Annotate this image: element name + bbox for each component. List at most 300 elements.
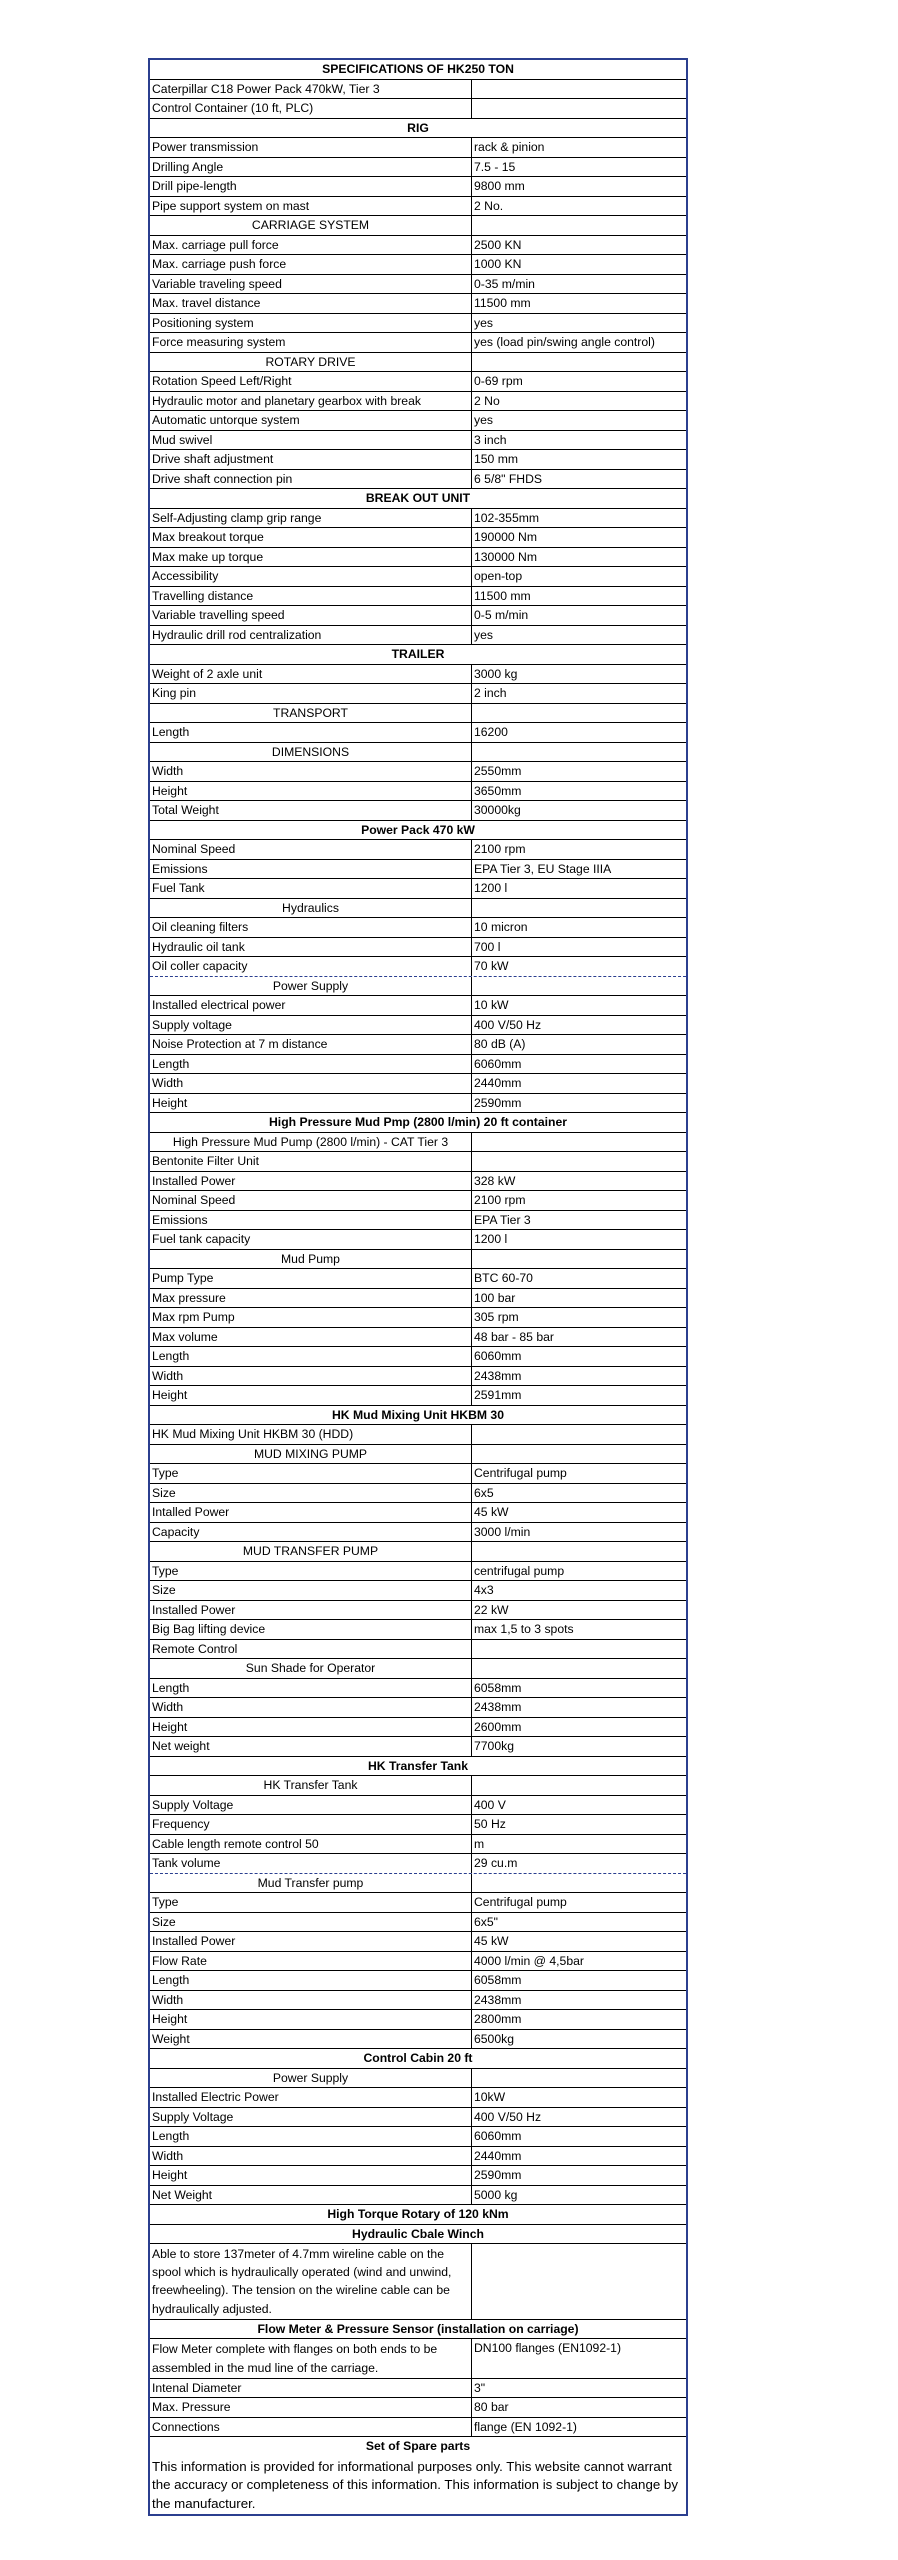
spec-label: Installed Power — [150, 1601, 472, 1620]
spec-row — [150, 1718, 686, 1738]
spec-label: Max volume — [150, 1328, 472, 1347]
spec-value: 102-355mm — [474, 510, 540, 525]
spec-row — [150, 1815, 686, 1835]
spec-label: Variable traveling speed — [150, 275, 472, 294]
spec-row — [150, 255, 686, 275]
spec-row — [150, 1854, 686, 1874]
spec-value: 6060mm — [474, 1056, 522, 1071]
subsection-row — [150, 1445, 686, 1465]
subsection-label: Power Supply — [150, 2069, 472, 2088]
subsection-label: MUD TRANSFER PUMP — [150, 1542, 472, 1561]
spec-value — [472, 1152, 686, 1171]
spec-row — [150, 1620, 686, 1640]
spec-value: 400 V/50 Hz — [474, 2109, 542, 2124]
spec-value: 0-69 rpm — [474, 374, 523, 388]
spec-row — [150, 1230, 686, 1250]
spec-label: Accessibility — [150, 567, 472, 586]
spec-row — [150, 1679, 686, 1699]
spec-row — [150, 626, 686, 646]
spec-value: 328 kW — [474, 1173, 516, 1188]
spec-row — [150, 548, 686, 568]
spec-value: 2590mm — [474, 1095, 522, 1110]
spec-row — [150, 1211, 686, 1231]
spec-label: Length — [150, 1679, 472, 1698]
spec-row — [150, 2186, 686, 2206]
spec-row — [150, 2166, 686, 2186]
spec-row — [150, 2127, 686, 2147]
spec-label: Height — [150, 1386, 472, 1405]
spec-label: Installed electrical power — [150, 996, 472, 1015]
spec-label: Flow Rate — [150, 1952, 472, 1971]
spec-row — [150, 1035, 686, 1055]
spec-row — [150, 918, 686, 938]
spec-row — [150, 1152, 686, 1172]
spec-value: 3000 kg — [474, 666, 518, 681]
spec-value: 400 V/50 Hz — [474, 1017, 542, 1032]
spec-label: Force measuring system — [150, 333, 472, 352]
spec-label: Supply Voltage — [150, 2108, 472, 2127]
spec-value: 2438mm — [474, 1992, 522, 2007]
spec-row — [150, 1386, 686, 1406]
spec-value: 0-5 m/min — [474, 608, 529, 622]
spec-value: 2591mm — [474, 1388, 522, 1402]
spec-row — [150, 2088, 686, 2108]
spec-row — [150, 587, 686, 607]
section-header-label: High Pressure Mud Pmp (2800 l/min) 20 ft container — [269, 1115, 567, 1129]
spec-label: Oil coller capacity — [150, 957, 472, 976]
spec-value: 2600mm — [474, 1719, 522, 1734]
section-header-label: HK Mud Mixing Unit HKBM 30 — [332, 1407, 504, 1422]
spec-value: 10 micron — [474, 920, 528, 934]
spec-label: Size — [150, 1581, 472, 1600]
spec-value: 6060mm — [474, 2129, 522, 2143]
spec-value: 700 l — [474, 939, 501, 954]
spec-value: 3000 l/min — [474, 1524, 531, 1539]
spec-row — [150, 99, 686, 119]
spec-value: yes (load pin/swing angle control) — [474, 335, 655, 349]
spec-label: Drilling Angle — [150, 158, 472, 177]
spec-value: 6x5 — [474, 1485, 494, 1500]
spec-value: rack & pinion — [474, 140, 545, 154]
subsection-label: Hydraulics — [150, 899, 472, 918]
spec-value: 2550mm — [474, 764, 522, 778]
spec-value: centrifugal pump — [474, 1563, 565, 1578]
spec-row — [150, 1328, 686, 1348]
spec-label: Width — [150, 1367, 472, 1386]
spec-label: Type — [150, 1562, 472, 1581]
spec-row — [150, 431, 686, 451]
spec-value: 29 cu.m — [474, 1856, 518, 1870]
spec-value — [472, 1250, 686, 1269]
spec-value — [472, 1133, 686, 1152]
spec-value: 7700kg — [474, 1739, 514, 1753]
subsection-label: Sun Shade for Operator — [150, 1659, 472, 1678]
spec-rows — [150, 80, 686, 2457]
spec-row — [150, 1698, 686, 1718]
spec-row — [150, 177, 686, 197]
spec-row — [150, 938, 686, 958]
spec-row — [150, 1796, 686, 1816]
spec-value: 3 inch — [474, 432, 507, 447]
spec-value — [472, 704, 686, 723]
spec-label: Drive shaft adjustment — [150, 450, 472, 469]
spec-value: 2438mm — [474, 1700, 522, 1714]
spec-row — [150, 1367, 686, 1387]
spec-value: 130000 Nm — [474, 549, 538, 564]
spec-row — [150, 275, 686, 295]
spec-row — [150, 1464, 686, 1484]
spec-label: Cable length remote control 50 — [150, 1835, 472, 1854]
spec-label: Length — [150, 1971, 472, 1990]
spec-row — [150, 80, 686, 100]
subsection-row — [150, 216, 686, 236]
spec-value: flange (EN 1092-1) — [474, 2419, 577, 2434]
section-header-label: High Torque Rotary of 120 kNm — [327, 2207, 509, 2221]
spec-row — [150, 450, 686, 470]
spec-value: DN100 flanges (EN1092-1) — [474, 2341, 622, 2356]
spec-label: King pin — [150, 684, 472, 703]
spec-label: Width — [150, 2147, 472, 2166]
spec-value: 2500 KN — [474, 237, 522, 252]
spec-value: 2 inch — [474, 686, 507, 700]
subsection-row — [150, 1776, 686, 1796]
spec-label: Mud swivel — [150, 431, 472, 450]
spec-value — [472, 216, 686, 235]
spec-label: Size — [150, 1913, 472, 1932]
spec-value — [472, 99, 686, 118]
spec-label: Bentonite Filter Unit — [150, 1152, 472, 1171]
spec-value — [472, 899, 686, 918]
spec-value: 30000kg — [474, 803, 521, 817]
spec-row — [150, 860, 686, 880]
spec-value: 11500 mm — [474, 296, 531, 310]
spec-label: Emissions — [150, 1211, 472, 1230]
subsection-label: ROTARY DRIVE — [150, 353, 472, 372]
section-header-label: RIG — [407, 120, 429, 135]
spec-value: 6060mm — [474, 1349, 522, 1363]
spec-row — [150, 723, 686, 743]
spec-row — [150, 567, 686, 587]
spec-row — [150, 528, 686, 548]
subsection-label: Power Supply — [150, 977, 472, 996]
spec-value: 9800 mm — [474, 179, 525, 193]
spec-label: Type — [150, 1464, 472, 1483]
spec-row — [150, 197, 686, 217]
subsection-row — [150, 1542, 686, 1562]
spec-value: 10kW — [474, 2090, 506, 2104]
spec-label: Frequency — [150, 1815, 472, 1834]
section-header-label: Flow Meter & Pressure Sensor (installation on carriage) — [257, 2321, 579, 2336]
spec-row — [150, 1913, 686, 1933]
spec-value: 80 bar — [474, 2400, 509, 2415]
spec-label: Nominal Speed — [150, 1191, 472, 1210]
spec-row — [150, 1289, 686, 1309]
spec-value: 16200 — [474, 725, 508, 739]
spec-label: Tank volume — [150, 1854, 472, 1873]
spec-value — [472, 353, 686, 372]
spec-label: Weight of 2 axle unit — [150, 665, 472, 684]
spec-value: 70 kW — [474, 959, 509, 973]
spec-label: Height — [150, 1718, 472, 1737]
spec-value: 2800mm — [474, 2012, 522, 2026]
spec-value: 150 mm — [474, 452, 519, 466]
spec-value: 190000 Nm — [474, 530, 538, 544]
subsection-row — [150, 353, 686, 373]
spec-label: Total Weight — [150, 801, 472, 820]
spec-value: 11500 mm — [474, 588, 531, 603]
spec-value — [472, 80, 686, 99]
spec-value — [472, 977, 686, 996]
spec-label: Installed Electric Power — [150, 2088, 472, 2107]
spec-value: 0-35 m/min — [474, 276, 535, 291]
spec-value — [472, 743, 686, 762]
spec-label: Weight — [150, 2030, 472, 2049]
spec-row — [150, 372, 686, 392]
section-header — [150, 119, 686, 139]
subsection-row — [150, 899, 686, 919]
spec-row — [150, 509, 686, 529]
spec-row — [150, 1484, 686, 1504]
spec-value: 1200 l — [474, 881, 508, 895]
spec-row — [150, 1308, 686, 1328]
spec-value: 48 bar - 85 bar — [474, 1329, 554, 1344]
spec-label: Self-Adjusting clamp grip range — [150, 509, 472, 528]
spec-value: 6x5" — [474, 1914, 498, 1929]
spec-label: Height — [150, 782, 472, 801]
spec-value: EPA Tier 3 — [474, 1212, 531, 1227]
spec-value: m — [474, 1836, 485, 1851]
spec-label: Big Bag lifting device — [150, 1620, 472, 1639]
section-header — [150, 2320, 686, 2340]
spec-label: Max pressure — [150, 1289, 472, 1308]
spec-value: 2100 rpm — [474, 1193, 526, 1207]
spec-value — [472, 1542, 686, 1561]
spec-row — [150, 1737, 686, 1757]
section-header — [150, 2049, 686, 2069]
spec-row — [150, 333, 686, 353]
subsection-row — [150, 1874, 686, 1894]
spec-label: Height — [150, 2010, 472, 2029]
spec-value: Centrifugal pump — [474, 1895, 567, 1909]
spec-row — [150, 1016, 686, 1036]
spec-label: Travelling distance — [150, 587, 472, 606]
section-header — [150, 489, 686, 509]
spec-label: Power transmission — [150, 138, 472, 157]
spec-label: Drive shaft connection pin — [150, 470, 472, 489]
spec-label: Max make up torque — [150, 548, 472, 567]
spec-row — [150, 294, 686, 314]
subsection-label: High Pressure Mud Pump (2800 l/min) - CAT Tier 3 — [150, 1133, 472, 1152]
spec-row — [150, 1952, 686, 1972]
spec-row — [150, 762, 686, 782]
subsection-label: MUD MIXING PUMP — [150, 1445, 472, 1464]
section-header — [150, 2205, 686, 2225]
spec-row — [150, 684, 686, 704]
spec-row — [150, 158, 686, 178]
spec-label: Flow Meter complete with flanges on both ends to be assembled in the mud line of the carriage. — [150, 2339, 472, 2377]
spec-row — [150, 1601, 686, 1621]
subsection-label: CARRIAGE SYSTEM — [150, 216, 472, 235]
section-header-label: Control Cabin 20 ft — [363, 2051, 473, 2065]
spec-label: Connections — [150, 2418, 472, 2437]
section-header — [150, 821, 686, 841]
spec-label: Hydraulic motor and planetary gearbox with break — [150, 392, 472, 411]
subsection-row — [150, 977, 686, 997]
spec-value: 1000 KN — [474, 257, 522, 271]
spec-value: 6058mm — [474, 1680, 522, 1695]
section-header-label: BREAK OUT UNIT — [365, 491, 471, 505]
spec-row — [150, 1269, 686, 1289]
spec-row — [150, 1932, 686, 1952]
subsection-label: HK Transfer Tank — [150, 1776, 472, 1795]
spec-row — [150, 782, 686, 802]
spec-value — [472, 1874, 686, 1893]
spec-value: 3650mm — [474, 783, 522, 798]
spec-row — [150, 2244, 686, 2320]
spec-value: 22 kW — [474, 1602, 509, 1617]
spec-value: 2590mm — [474, 2168, 522, 2182]
spec-value: 80 dB (A) — [474, 1037, 526, 1051]
subsection-label: Mud Pump — [150, 1250, 472, 1269]
spec-row — [150, 2379, 686, 2399]
spec-label: Remote Control — [150, 1640, 472, 1659]
spec-row — [150, 879, 686, 899]
section-header — [150, 645, 686, 665]
subsection-row — [150, 1659, 686, 1679]
spec-value: 45 kW — [474, 1934, 509, 1948]
spec-label: Length — [150, 1347, 472, 1366]
spec-label: Max rpm Pump — [150, 1308, 472, 1327]
spec-value: 3" — [474, 2380, 486, 2395]
spec-value — [472, 1776, 686, 1795]
section-header-label: Hydraulic Cbale Winch — [352, 2226, 484, 2241]
spec-label: Pipe support system on mast — [150, 197, 472, 216]
spec-row — [150, 1055, 686, 1075]
spec-row — [150, 1347, 686, 1367]
spec-label: Intenal Diameter — [150, 2379, 472, 2398]
spec-row — [150, 1094, 686, 1114]
spec-label: Max. carriage pull force — [150, 236, 472, 255]
spec-value: 5000 kg — [474, 2187, 518, 2202]
spec-label: Width — [150, 1991, 472, 2010]
spec-value: 4x3 — [474, 1583, 494, 1597]
spec-row — [150, 1991, 686, 2011]
subsection-row — [150, 1133, 686, 1153]
spec-label: Supply voltage — [150, 1016, 472, 1035]
spec-value: 6058mm — [474, 1973, 522, 1987]
spec-label: Width — [150, 1074, 472, 1093]
spec-value: max 1,5 to 3 spots — [474, 1622, 574, 1636]
spec-label: Width — [150, 762, 472, 781]
spec-row — [150, 2339, 686, 2378]
spec-row — [150, 2147, 686, 2167]
spec-value: 6500kg — [474, 2031, 514, 2046]
subsection-row — [150, 704, 686, 724]
spec-label: Positioning system — [150, 314, 472, 333]
spec-label: Width — [150, 1698, 472, 1717]
sheet-title: SPECIFICATIONS OF HK250 TON — [150, 60, 686, 80]
spec-label: Variable travelling speed — [150, 606, 472, 625]
spec-value: 45 kW — [474, 1505, 509, 1519]
spec-row — [150, 2030, 686, 2050]
spec-value: 7.5 - 15 — [474, 159, 516, 174]
spec-row — [150, 1425, 686, 1445]
spec-label: Caterpillar C18 Power Pack 470kW, Tier 3 — [150, 80, 472, 99]
spec-row — [150, 1893, 686, 1913]
spec-value: 400 V — [474, 1797, 506, 1812]
spec-row — [150, 2108, 686, 2128]
spec-value: open-top — [474, 569, 523, 583]
spec-value: EPA Tier 3, EU Stage IIIA — [474, 861, 612, 876]
spec-row — [150, 1172, 686, 1192]
spec-label: Emissions — [150, 860, 472, 879]
section-header-label: TRAILER — [391, 647, 445, 661]
spec-value: yes — [474, 413, 493, 427]
section-header — [150, 2225, 686, 2245]
subsection-row — [150, 1250, 686, 1270]
section-header-label: HK Transfer Tank — [367, 1758, 468, 1773]
spec-value: Centrifugal pump — [474, 1466, 567, 1480]
subsection-label: Mud Transfer pump — [150, 1874, 472, 1893]
spec-row — [150, 392, 686, 412]
spec-label: Hydraulic drill rod centralization — [150, 626, 472, 645]
spec-value: 2 No — [474, 393, 500, 408]
spec-label: Length — [150, 2127, 472, 2146]
spec-row — [150, 1503, 686, 1523]
spec-label: Rotation Speed Left/Right — [150, 372, 472, 391]
spec-value: 305 rpm — [474, 1310, 519, 1324]
spec-label: Height — [150, 1094, 472, 1113]
spec-row — [150, 1523, 686, 1543]
spec-label: Max. Pressure — [150, 2398, 472, 2417]
section-header — [150, 1113, 686, 1133]
spec-row — [150, 236, 686, 256]
spec-label: Noise Protection at 7 m distance — [150, 1035, 472, 1054]
spec-row — [150, 957, 686, 977]
spec-label: HK Mud Mixing Unit HKBM 30 (HDD) — [150, 1425, 472, 1444]
spec-value: 6 5/8" FHDS — [474, 471, 542, 486]
spec-label: Nominal Speed — [150, 840, 472, 859]
spec-label: Installed Power — [150, 1172, 472, 1191]
spec-label: Max. carriage push force — [150, 255, 472, 274]
spec-value — [472, 1445, 686, 1464]
spec-value: 2438mm — [474, 1368, 522, 1383]
spec-label: Height — [150, 2166, 472, 2185]
disclaimer-note: This information is provided for informational purposes only. This website cannot warrant the accuracy or completeness of this information. This information is subject to change by the manufacturer. — [152, 2458, 678, 2511]
spec-value — [472, 2244, 686, 2319]
spec-value: yes — [474, 315, 493, 330]
section-header-label: Power Pack 470 kW — [361, 822, 475, 837]
spec-label: Hydraulic oil tank — [150, 938, 472, 957]
spec-row — [150, 138, 686, 158]
spec-label: Supply Voltage — [150, 1796, 472, 1815]
section-header-label: Set of Spare parts — [365, 2439, 471, 2454]
spec-row — [150, 1562, 686, 1582]
spec-label: Length — [150, 1055, 472, 1074]
spec-label: Net Weight — [150, 2186, 472, 2205]
spec-value — [472, 1659, 686, 1678]
spec-value: BTC 60-70 — [474, 1271, 533, 1285]
spec-row — [150, 314, 686, 334]
spec-row — [150, 2010, 686, 2030]
spec-row — [150, 1074, 686, 1094]
spec-row — [150, 606, 686, 626]
spec-label: Max. travel distance — [150, 294, 472, 313]
spec-value — [472, 2069, 686, 2088]
spec-label: Type — [150, 1893, 472, 1912]
spec-sheet — [148, 58, 688, 2516]
subsection-row — [150, 743, 686, 763]
